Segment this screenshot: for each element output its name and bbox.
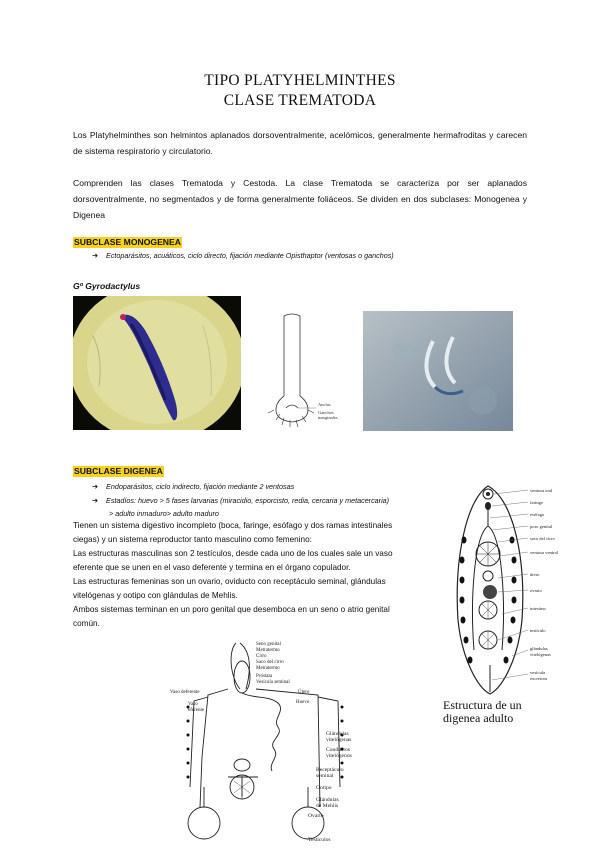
arrow-icon: ➔ [92, 482, 99, 491]
svg-text:glándulas: glándulas [530, 646, 548, 651]
svg-text:Glándulas: Glándulas [326, 731, 349, 737]
svg-text:Receptáculo: Receptáculo [316, 767, 344, 773]
svg-text:Ovario: Ovario [308, 813, 324, 819]
svg-text:vitelógenos: vitelógenos [326, 753, 352, 759]
monogenea-bullet-text: Ectoparásitos, acuáticos, ciclo directo, fijación mediante Opisthaptor (ventosas o ganchos) [106, 251, 394, 260]
svg-text:Testículos: Testículos [308, 837, 331, 843]
page-subtitle: CLASE TREMATODA [223, 92, 377, 109]
svg-text:Ootipo: Ootipo [316, 785, 332, 791]
svg-text:vesícula: vesícula [530, 670, 546, 675]
svg-text:Vesícula seminal: Vesícula seminal [256, 680, 290, 685]
svg-text:Útero: Útero [298, 690, 310, 695]
svg-text:Metratermo: Metratermo [256, 666, 280, 671]
monogenea-heading: SUBCLASE MONOGENEA [74, 237, 181, 247]
digenea-bullet-2: ➔ Estadíos: huevo > 5 fases larvarias (miracidio, esporcisto, redia, cercaria y metacercaria) [92, 496, 390, 505]
arrow-icon: ➔ [92, 251, 99, 260]
svg-text:faringe: faringe [530, 500, 544, 505]
digenea-bullet-2-cont: > adulto inmaduro> adulto maduro [109, 509, 219, 518]
svg-text:Huevo: Huevo [296, 700, 310, 705]
digenea-description: Tienen un sistema digestivo incompleto (boca, faringe, esófago y dos ramas intestinales ciegas) y un sistema reproductor tanto masculino como femenino: Las estructuras masculinas son 2 testículos, desde cada uno de los cuales sale un vaso eferente que se unen en el vaso deferente y termina en el órgano copulador. Las estructuras femeninas son un ovario, oviducto con receptáculo seminal, glándulas vitelógenas y ootipo con glándulas de Mehlis. Ambos sistemas terminan en un poro genital que desemboca en un seno o atrio genital común. [73, 521, 393, 628]
digenea-structure-diagram [440, 480, 580, 698]
svg-text:vitelógenas: vitelógenas [530, 652, 551, 657]
svg-text:Próstata: Próstata [256, 674, 273, 679]
arrow-icon: ➔ [92, 496, 99, 505]
svg-text:Glándulas: Glándulas [316, 797, 339, 803]
gyrodactylus-drawing [262, 310, 354, 434]
svg-text:intestino: intestino [530, 606, 546, 611]
svg-text:Seno genital: Seno genital [256, 642, 281, 647]
svg-text:testículo: testículo [530, 628, 546, 633]
gyrodactylus-microscope-photo [73, 296, 241, 430]
classes-paragraph: Comprenden las clases Trematoda y Cestoda. La clase Trematoda se caracteriza por ser aplanados dorsoventralmente, no segmentados y de forma generalmente foliáceos. Se dividen en dos subclases: Monogenea y Digenea [73, 178, 527, 220]
digenea-heading: SUBCLASE DIGENEA [74, 466, 163, 476]
monogenea-bullet [92, 250, 394, 261]
hooks-label-2: marginales [318, 415, 338, 420]
hooks-label: Ganchos [318, 410, 334, 415]
svg-text:útero: útero [530, 572, 540, 577]
svg-text:Vaso: Vaso [188, 702, 198, 707]
reproductive-system-diagram [168, 637, 370, 845]
svg-text:esófago: esófago [530, 512, 545, 517]
svg-text:seminal: seminal [316, 773, 334, 779]
svg-text:Conductos: Conductos [326, 747, 350, 753]
svg-text:Metratermo: Metratermo [256, 648, 280, 653]
svg-text:de Mehlis: de Mehlis [316, 803, 339, 809]
svg-text:ventosa oral: ventosa oral [530, 488, 553, 493]
intro-paragraph: Los Platyhelminthes son helmintos aplanados dorsoventralmente, acelómicos, generalmente hermafroditas y carecen de sistema respiratorio y circulatorio. [73, 130, 527, 156]
svg-text:poro genital: poro genital [530, 524, 553, 529]
svg-text:ovario: ovario [530, 588, 542, 593]
gyrodactylus-hooks-photo [363, 311, 513, 431]
digenea-bullet-1: ➔ Endoparásitos, ciclo indirecto, fijación mediante 2 ventosas [92, 482, 295, 491]
anchors-label: Anclas [318, 402, 331, 407]
svg-text:eferente: eferente [188, 708, 205, 713]
svg-text:saco del cirro: saco del cirro [530, 536, 555, 541]
structure-caption: Estructura de un digenea adulto [443, 698, 522, 725]
svg-text:vitelógenas: vitelógenas [326, 737, 352, 743]
svg-text:ventosa ventral: ventosa ventral [530, 550, 558, 555]
svg-text:Saco del cirro: Saco del cirro [256, 660, 284, 665]
svg-text:Cirro: Cirro [256, 654, 267, 659]
page-title: TIPO PLATYHELMINTHES [204, 72, 396, 89]
genus-label: Gº Gyrodactylus [73, 281, 141, 291]
svg-text:excretora: excretora [530, 676, 548, 681]
svg-text:Vaso deferente: Vaso deferente [170, 690, 200, 695]
